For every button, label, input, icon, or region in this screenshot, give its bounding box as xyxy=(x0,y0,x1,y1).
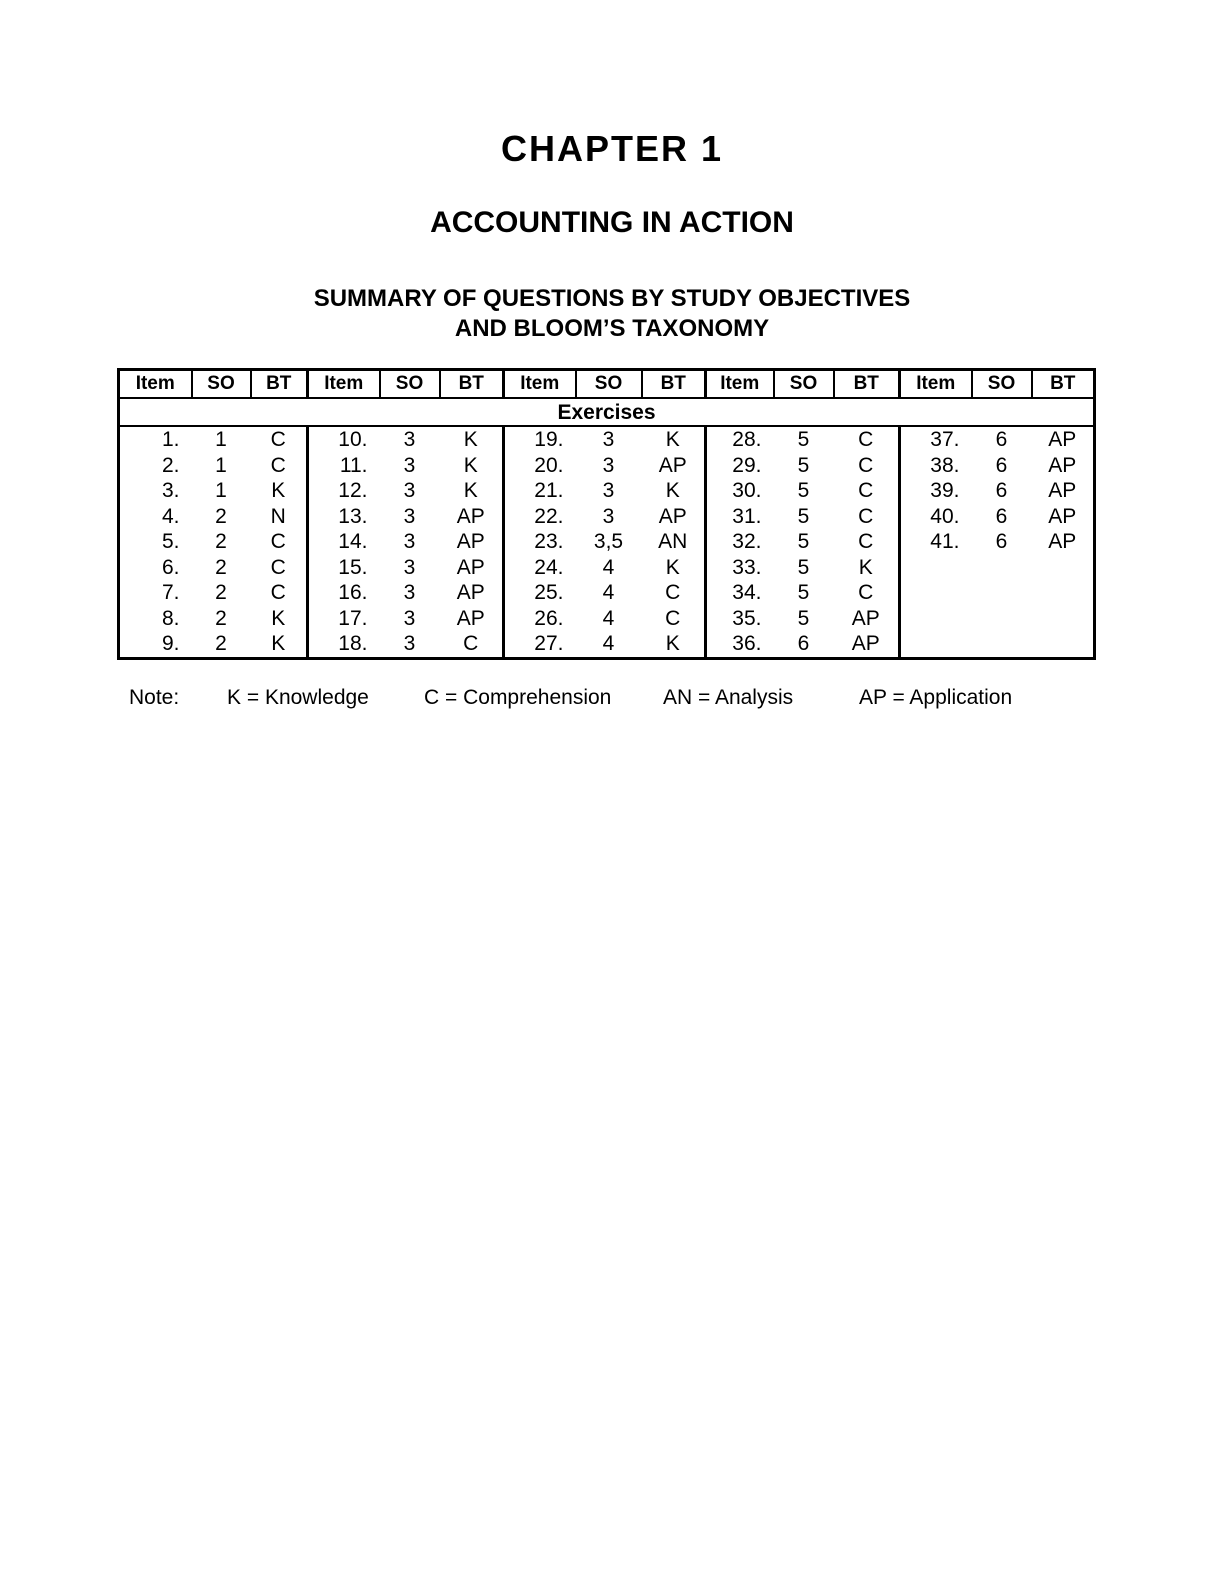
bt-cell: C xyxy=(270,453,286,477)
column-header-so: SO xyxy=(774,370,834,399)
item-cell: 18. xyxy=(308,631,380,658)
bt-cell: C xyxy=(858,530,874,554)
item-cell xyxy=(900,555,972,581)
item-cell: 17. xyxy=(308,606,380,632)
column-header-so: SO xyxy=(972,370,1032,399)
so-cell: 6 xyxy=(995,453,1008,477)
bt-cell: K xyxy=(858,555,873,579)
item-cell: 41. xyxy=(900,529,972,555)
bt-cell: N xyxy=(270,504,286,528)
item-cell: 2. xyxy=(161,453,180,477)
item-cell: 21. xyxy=(504,478,576,504)
item-cell: 34. xyxy=(706,580,774,606)
bt-cell: C xyxy=(665,606,681,630)
item-cell xyxy=(900,631,972,658)
so-cell: 3 xyxy=(403,428,416,452)
column-header-item: Item xyxy=(119,370,192,399)
table-row xyxy=(119,529,1095,555)
so-cell: 5 xyxy=(797,479,810,503)
so-cell: 2 xyxy=(215,504,227,528)
item-cell: 37. xyxy=(900,426,972,453)
so-cell: 2 xyxy=(215,555,227,579)
bt-cell: C xyxy=(858,453,874,477)
table-row xyxy=(119,580,1095,606)
bt-cell xyxy=(1032,606,1095,632)
item-cell: 11. xyxy=(308,453,380,479)
item-cell: 7. xyxy=(161,581,180,605)
so-cell: 3,5 xyxy=(593,530,624,554)
item-cell: 3. xyxy=(161,479,180,503)
bt-cell: C xyxy=(858,504,874,528)
so-cell: 3 xyxy=(403,632,416,656)
so-cell: 2 xyxy=(215,606,227,630)
bt-cell xyxy=(1032,580,1095,606)
bt-cell: AP xyxy=(851,632,880,656)
bt-cell: AP xyxy=(851,606,880,630)
bt-cell: AP xyxy=(456,606,485,630)
so-cell: 5 xyxy=(797,530,810,554)
bt-cell: AP xyxy=(1048,479,1077,503)
bt-cell: C xyxy=(463,632,479,656)
item-cell xyxy=(900,580,972,606)
so-cell: 3 xyxy=(403,555,416,579)
so-cell: 5 xyxy=(797,453,810,477)
so-cell: 3 xyxy=(602,453,615,477)
bt-cell: AP xyxy=(1048,453,1077,477)
bt-cell: K xyxy=(271,632,286,656)
column-header-bt: BT xyxy=(834,370,900,399)
table-row xyxy=(119,426,1095,453)
table-row xyxy=(119,555,1095,581)
so-cell xyxy=(972,606,1032,632)
column-header-bt: BT xyxy=(251,370,308,399)
so-cell: 4 xyxy=(602,581,615,605)
bt-cell: AP xyxy=(456,581,485,605)
bt-cell: C xyxy=(665,581,681,605)
item-cell: 23. xyxy=(504,529,576,555)
bt-cell: K xyxy=(463,428,478,452)
item-cell: 25. xyxy=(504,580,576,606)
item-cell: 10. xyxy=(308,426,380,453)
column-header-so: SO xyxy=(192,370,251,399)
bt-cell: C xyxy=(858,428,874,452)
item-cell: 26. xyxy=(504,606,576,632)
section-row xyxy=(119,398,1095,426)
so-cell: 1 xyxy=(215,453,227,477)
note-label: Note: xyxy=(129,686,180,709)
so-cell: 4 xyxy=(602,606,615,630)
item-cell: 33. xyxy=(706,555,774,581)
table-header xyxy=(119,370,1095,399)
table-row xyxy=(119,478,1095,504)
item-cell: 20. xyxy=(504,453,576,479)
bt-cell: AP xyxy=(658,453,687,477)
so-cell: 6 xyxy=(995,479,1008,503)
bt-cell: K xyxy=(271,479,286,503)
so-cell: 4 xyxy=(602,632,615,656)
bt-cell: C xyxy=(858,479,874,503)
so-cell: 1 xyxy=(215,428,227,452)
bt-cell: AN xyxy=(658,530,688,554)
note-knowledge: K = Knowledge xyxy=(227,686,369,709)
item-cell: 28. xyxy=(706,426,774,453)
header-row xyxy=(119,370,1095,399)
so-cell: 3 xyxy=(403,453,416,477)
so-cell: 3 xyxy=(403,606,416,630)
item-cell: 16. xyxy=(308,580,380,606)
note-application: AP = Application xyxy=(859,686,1013,709)
bt-cell: K xyxy=(665,428,680,452)
bt-cell: C xyxy=(270,530,286,554)
so-cell: 2 xyxy=(215,530,227,554)
table-row xyxy=(119,453,1095,479)
table-row xyxy=(119,631,1095,658)
column-header-so: SO xyxy=(576,370,642,399)
item-cell: 4. xyxy=(161,504,180,528)
section-label: Exercises xyxy=(119,398,1095,426)
item-cell: 6. xyxy=(161,555,180,579)
summary-title-line-2: AND BLOOM’S TAXONOMY xyxy=(454,315,770,342)
so-cell: 3 xyxy=(403,530,416,554)
table-row xyxy=(119,606,1095,632)
item-cell: 24. xyxy=(504,555,576,581)
column-header-bt: BT xyxy=(642,370,706,399)
item-cell: 32. xyxy=(706,529,774,555)
so-cell: 6 xyxy=(995,428,1008,452)
item-cell: 36. xyxy=(706,631,774,658)
so-cell: 5 xyxy=(797,555,810,579)
bt-cell xyxy=(1032,555,1095,581)
so-cell xyxy=(972,631,1032,658)
item-cell: 8. xyxy=(161,606,180,630)
bt-cell: AP xyxy=(456,504,485,528)
so-cell: 3 xyxy=(403,504,416,528)
note-analysis: AN = Analysis xyxy=(663,686,794,709)
column-header-so: SO xyxy=(380,370,440,399)
table-row xyxy=(119,504,1095,530)
bt-cell: AP xyxy=(1048,428,1077,452)
item-cell xyxy=(900,606,972,632)
table-body xyxy=(119,398,1095,658)
item-cell: 5. xyxy=(161,530,180,554)
item-cell: 31. xyxy=(706,504,774,530)
so-cell: 3 xyxy=(602,428,615,452)
column-header-item: Item xyxy=(504,370,576,399)
bt-cell: C xyxy=(858,581,874,605)
so-cell: 3 xyxy=(602,504,615,528)
summary-title-line-1: SUMMARY OF QUESTIONS BY STUDY OBJECTIVES xyxy=(313,285,911,312)
so-cell: 2 xyxy=(215,581,227,605)
so-cell: 3 xyxy=(403,479,416,503)
so-cell: 3 xyxy=(602,479,615,503)
bt-cell: C xyxy=(270,555,286,579)
so-cell xyxy=(972,555,1032,581)
bt-cell: AP xyxy=(658,504,687,528)
so-cell: 5 xyxy=(797,606,810,630)
item-cell: 38. xyxy=(900,453,972,479)
so-cell: 2 xyxy=(215,632,227,656)
bt-cell: AP xyxy=(1048,530,1077,554)
bt-cell xyxy=(1032,631,1095,658)
item-cell: 30. xyxy=(706,478,774,504)
item-cell: 15. xyxy=(308,555,380,581)
so-cell: 5 xyxy=(797,428,810,452)
chapter-title: CHAPTER 1 xyxy=(500,128,724,169)
so-cell: 6 xyxy=(797,632,810,656)
item-cell: 1. xyxy=(161,428,180,452)
item-cell: 12. xyxy=(308,478,380,504)
bt-cell: K xyxy=(665,479,680,503)
bt-cell: C xyxy=(270,581,286,605)
bt-cell: AP xyxy=(456,530,485,554)
column-header-item: Item xyxy=(706,370,774,399)
item-cell: 22. xyxy=(504,504,576,530)
column-header-bt: BT xyxy=(1032,370,1095,399)
so-cell: 6 xyxy=(995,504,1008,528)
item-cell: 29. xyxy=(706,453,774,479)
so-cell: 4 xyxy=(602,555,615,579)
bt-cell: AP xyxy=(456,555,485,579)
bt-cell: K xyxy=(665,555,680,579)
item-cell: 40. xyxy=(900,504,972,530)
so-cell: 6 xyxy=(995,530,1008,554)
bt-cell: K xyxy=(463,479,478,503)
column-header-bt: BT xyxy=(440,370,504,399)
so-cell: 3 xyxy=(403,581,416,605)
item-cell: 39. xyxy=(900,478,972,504)
column-header-item: Item xyxy=(308,370,380,399)
item-cell: 14. xyxy=(308,529,380,555)
note-comprehension: C = Comprehension xyxy=(424,686,612,709)
note xyxy=(0,686,1224,712)
bt-cell: K xyxy=(665,632,680,656)
bt-cell: AP xyxy=(1048,504,1077,528)
item-cell: 27. xyxy=(504,631,576,658)
bt-cell: K xyxy=(463,453,478,477)
item-cell: 9. xyxy=(161,632,180,656)
column-header-item: Item xyxy=(900,370,972,399)
so-cell: 5 xyxy=(797,581,810,605)
chapter-subtitle: ACCOUNTING IN ACTION xyxy=(430,206,794,239)
questions-table xyxy=(117,368,1096,660)
bt-cell: C xyxy=(270,428,286,452)
so-cell: 5 xyxy=(797,504,810,528)
so-cell xyxy=(972,580,1032,606)
summary-title xyxy=(0,284,1224,344)
so-cell: 1 xyxy=(215,479,227,503)
item-cell: 19. xyxy=(504,426,576,453)
item-cell: 13. xyxy=(308,504,380,530)
item-cell: 35. xyxy=(706,606,774,632)
bt-cell: K xyxy=(271,606,286,630)
